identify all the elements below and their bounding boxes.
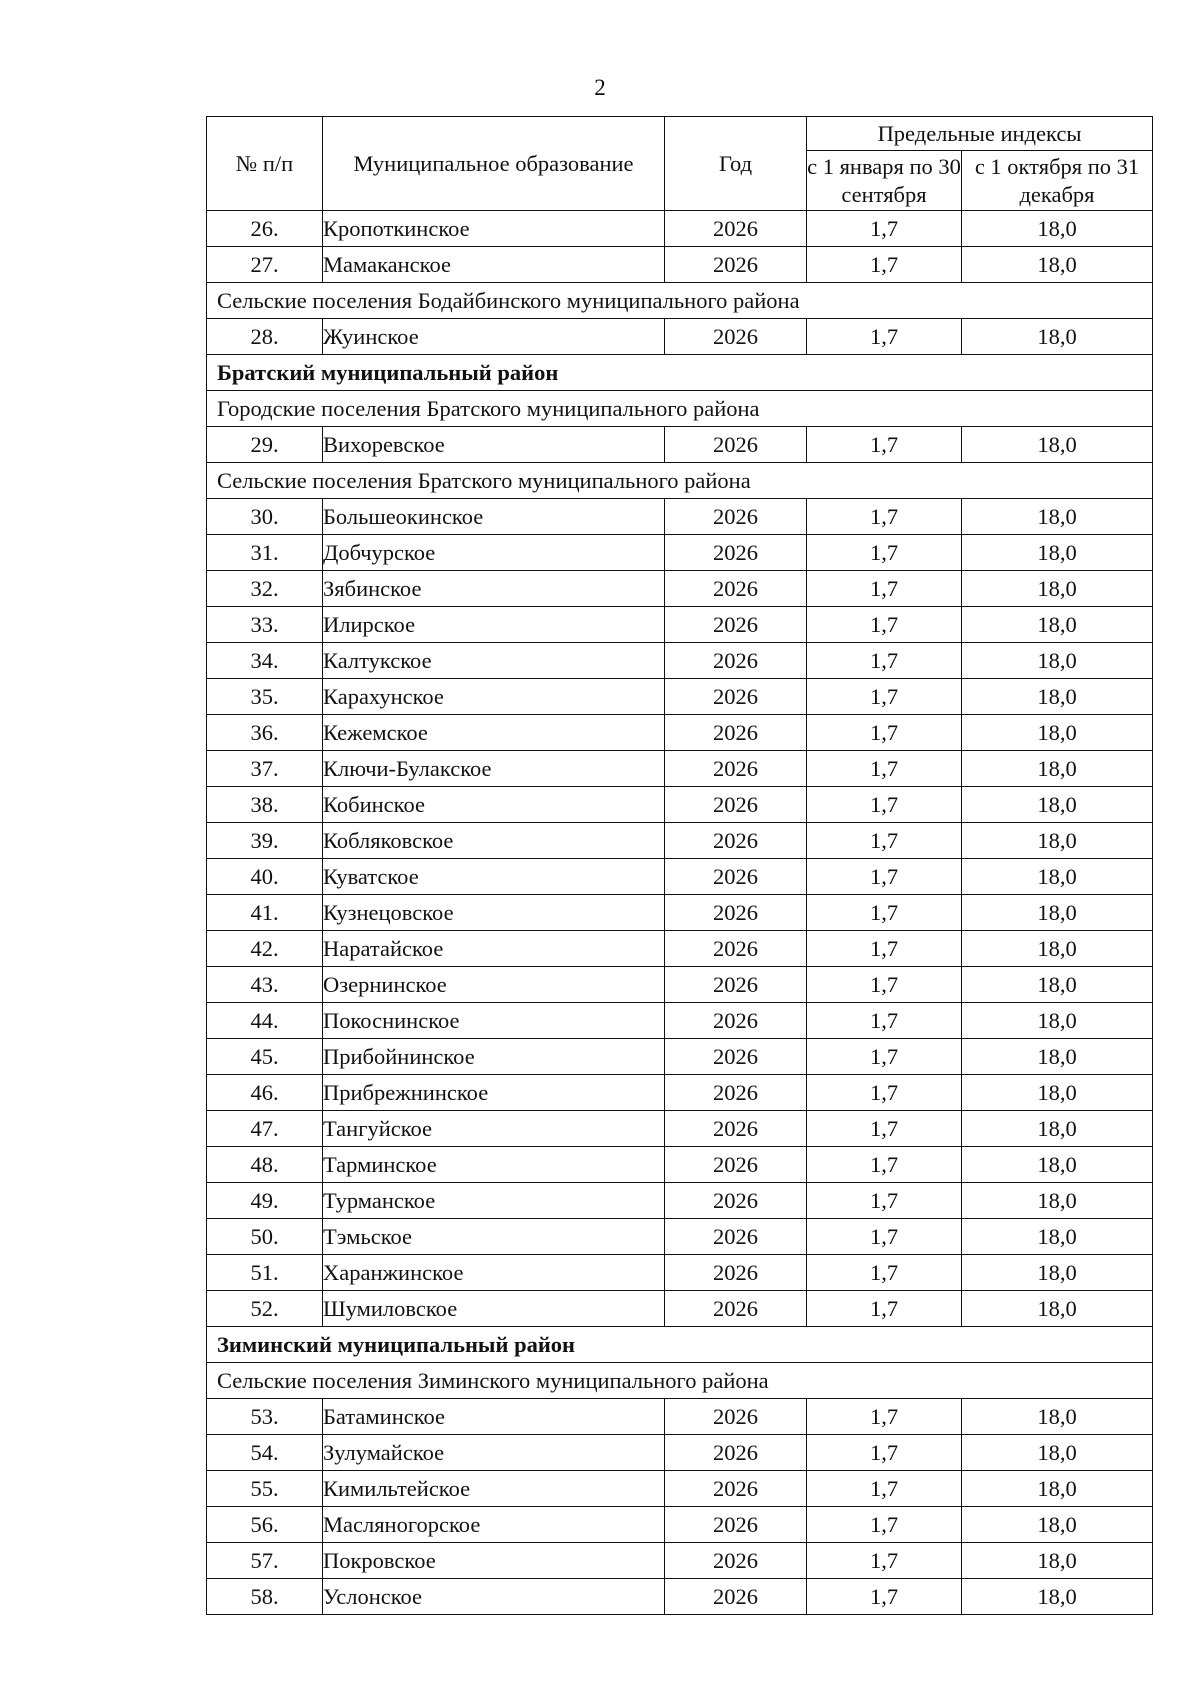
index-jan-sep: 1,7 — [807, 211, 962, 247]
settlement-group-heading: Городские поселения Братского муниципального района — [207, 391, 1153, 427]
year-cell: 2026 — [665, 427, 807, 463]
district-heading: Зиминский муниципальный район — [207, 1327, 1153, 1363]
year-cell: 2026 — [665, 1507, 807, 1543]
table-row — [207, 1255, 1153, 1291]
year-cell: 2026 — [665, 1435, 807, 1471]
municipality-name: Мамаканское — [323, 247, 665, 283]
year-cell: 2026 — [665, 787, 807, 823]
index-jan-sep: 1,7 — [807, 751, 962, 787]
index-oct-dec: 18,0 — [962, 1003, 1153, 1039]
index-oct-dec: 18,0 — [962, 859, 1153, 895]
header-limit-indices: Предельные индексы — [807, 117, 1153, 151]
index-jan-sep: 1,7 — [807, 1291, 962, 1327]
row-number: 43. — [207, 967, 323, 1003]
year-cell: 2026 — [665, 643, 807, 679]
page-number: 2 — [594, 75, 606, 100]
index-oct-dec: 18,0 — [962, 931, 1153, 967]
table-row — [207, 715, 1153, 751]
row-number: 57. — [207, 1543, 323, 1579]
settlement-group-heading: Сельские поселения Бодайбинского муниципального района — [207, 283, 1153, 319]
year-cell: 2026 — [665, 247, 807, 283]
year-cell: 2026 — [665, 1291, 807, 1327]
municipality-name: Харанжинское — [323, 1255, 665, 1291]
district-heading-row — [207, 1327, 1153, 1363]
row-number: 38. — [207, 787, 323, 823]
index-oct-dec: 18,0 — [962, 1291, 1153, 1327]
row-number: 40. — [207, 859, 323, 895]
table-row — [207, 967, 1153, 1003]
municipality-name: Большеокинское — [323, 499, 665, 535]
municipality-name: Прибрежнинское — [323, 1075, 665, 1111]
municipality-name: Добчурское — [323, 535, 665, 571]
index-jan-sep: 1,7 — [807, 859, 962, 895]
index-jan-sep: 1,7 — [807, 607, 962, 643]
index-jan-sep: 1,7 — [807, 1543, 962, 1579]
row-number: 44. — [207, 1003, 323, 1039]
municipality-name: Ключи-Булакское — [323, 751, 665, 787]
index-oct-dec: 18,0 — [962, 679, 1153, 715]
header-municipality: Муниципальное образование — [323, 117, 665, 211]
row-number: 32. — [207, 571, 323, 607]
index-jan-sep: 1,7 — [807, 679, 962, 715]
municipality-name: Прибойнинское — [323, 1039, 665, 1075]
table-row — [207, 1579, 1153, 1615]
table-body — [207, 211, 1153, 1615]
year-cell: 2026 — [665, 607, 807, 643]
table-row — [207, 1219, 1153, 1255]
municipality-name: Покровское — [323, 1543, 665, 1579]
municipality-name: Зябинское — [323, 571, 665, 607]
index-jan-sep: 1,7 — [807, 1255, 962, 1291]
index-oct-dec: 18,0 — [962, 1219, 1153, 1255]
row-number: 48. — [207, 1147, 323, 1183]
index-oct-dec: 18,0 — [962, 1543, 1153, 1579]
index-jan-sep: 1,7 — [807, 1579, 962, 1615]
row-number: 54. — [207, 1435, 323, 1471]
index-jan-sep: 1,7 — [807, 1147, 962, 1183]
table-row — [207, 427, 1153, 463]
index-jan-sep: 1,7 — [807, 1219, 962, 1255]
year-cell: 2026 — [665, 1183, 807, 1219]
table-row — [207, 679, 1153, 715]
row-number: 55. — [207, 1471, 323, 1507]
table-row — [207, 1399, 1153, 1435]
table-row — [207, 1435, 1153, 1471]
settlement-group-row — [207, 463, 1153, 499]
index-jan-sep: 1,7 — [807, 1435, 962, 1471]
limit-index-table — [206, 116, 1153, 1615]
index-jan-sep: 1,7 — [807, 1507, 962, 1543]
year-cell: 2026 — [665, 931, 807, 967]
table-row — [207, 787, 1153, 823]
index-oct-dec: 18,0 — [962, 751, 1153, 787]
municipality-name: Кобляковское — [323, 823, 665, 859]
table-row — [207, 751, 1153, 787]
index-jan-sep: 1,7 — [807, 499, 962, 535]
table-row — [207, 571, 1153, 607]
municipality-name: Услонское — [323, 1579, 665, 1615]
index-oct-dec: 18,0 — [962, 715, 1153, 751]
index-oct-dec: 18,0 — [962, 571, 1153, 607]
year-cell: 2026 — [665, 715, 807, 751]
index-oct-dec: 18,0 — [962, 895, 1153, 931]
year-cell: 2026 — [665, 751, 807, 787]
header-row-top — [207, 117, 1153, 151]
table-row — [207, 895, 1153, 931]
table-row — [207, 643, 1153, 679]
index-oct-dec: 18,0 — [962, 1111, 1153, 1147]
row-number: 49. — [207, 1183, 323, 1219]
municipality-name: Тэмьское — [323, 1219, 665, 1255]
index-jan-sep: 1,7 — [807, 1039, 962, 1075]
index-oct-dec: 18,0 — [962, 319, 1153, 355]
index-oct-dec: 18,0 — [962, 823, 1153, 859]
index-oct-dec: 18,0 — [962, 499, 1153, 535]
index-oct-dec: 18,0 — [962, 247, 1153, 283]
index-oct-dec: 18,0 — [962, 1435, 1153, 1471]
year-cell: 2026 — [665, 211, 807, 247]
municipality-name: Жуинское — [323, 319, 665, 355]
index-oct-dec: 18,0 — [962, 1579, 1153, 1615]
index-jan-sep: 1,7 — [807, 823, 962, 859]
header-num: № п/п — [207, 117, 323, 211]
row-number: 37. — [207, 751, 323, 787]
municipality-name: Покоснинское — [323, 1003, 665, 1039]
index-oct-dec: 18,0 — [962, 1507, 1153, 1543]
row-number: 50. — [207, 1219, 323, 1255]
row-number: 29. — [207, 427, 323, 463]
row-number: 33. — [207, 607, 323, 643]
municipality-name: Вихоревское — [323, 427, 665, 463]
year-cell: 2026 — [665, 319, 807, 355]
table-row — [207, 1183, 1153, 1219]
table-row — [207, 931, 1153, 967]
municipality-name: Озернинское — [323, 967, 665, 1003]
row-number: 41. — [207, 895, 323, 931]
index-oct-dec: 18,0 — [962, 1471, 1153, 1507]
table-row — [207, 319, 1153, 355]
table-row — [207, 823, 1153, 859]
table-row — [207, 1147, 1153, 1183]
index-oct-dec: 18,0 — [962, 1075, 1153, 1111]
index-jan-sep: 1,7 — [807, 1471, 962, 1507]
year-cell: 2026 — [665, 1003, 807, 1039]
index-oct-dec: 18,0 — [962, 535, 1153, 571]
municipality-name: Зулумайское — [323, 1435, 665, 1471]
table-row — [207, 1039, 1153, 1075]
index-jan-sep: 1,7 — [807, 1111, 962, 1147]
index-jan-sep: 1,7 — [807, 643, 962, 679]
municipality-name: Батаминское — [323, 1399, 665, 1435]
row-number: 58. — [207, 1579, 323, 1615]
row-number: 56. — [207, 1507, 323, 1543]
year-cell: 2026 — [665, 1111, 807, 1147]
table-row — [207, 535, 1153, 571]
settlement-group-row — [207, 283, 1153, 319]
index-oct-dec: 18,0 — [962, 787, 1153, 823]
table-row — [207, 1075, 1153, 1111]
municipality-name: Шумиловское — [323, 1291, 665, 1327]
header-period-jan-sep: с 1 января по 30 сентября — [807, 151, 962, 211]
row-number: 28. — [207, 319, 323, 355]
table-row — [207, 859, 1153, 895]
row-number: 26. — [207, 211, 323, 247]
row-number: 27. — [207, 247, 323, 283]
year-cell: 2026 — [665, 535, 807, 571]
index-oct-dec: 18,0 — [962, 1039, 1153, 1075]
index-oct-dec: 18,0 — [962, 607, 1153, 643]
year-cell: 2026 — [665, 1471, 807, 1507]
table-row — [207, 1507, 1153, 1543]
settlement-group-row — [207, 391, 1153, 427]
index-oct-dec: 18,0 — [962, 967, 1153, 1003]
row-number: 47. — [207, 1111, 323, 1147]
table-row — [207, 211, 1153, 247]
index-oct-dec: 18,0 — [962, 643, 1153, 679]
row-number: 53. — [207, 1399, 323, 1435]
table-row — [207, 1003, 1153, 1039]
index-jan-sep: 1,7 — [807, 1399, 962, 1435]
year-cell: 2026 — [665, 1039, 807, 1075]
table-row — [207, 607, 1153, 643]
index-jan-sep: 1,7 — [807, 1075, 962, 1111]
index-jan-sep: 1,7 — [807, 1183, 962, 1219]
index-oct-dec: 18,0 — [962, 427, 1153, 463]
year-cell: 2026 — [665, 1147, 807, 1183]
year-cell: 2026 — [665, 1579, 807, 1615]
index-jan-sep: 1,7 — [807, 787, 962, 823]
row-number: 39. — [207, 823, 323, 859]
municipality-name: Турманское — [323, 1183, 665, 1219]
row-number: 46. — [207, 1075, 323, 1111]
year-cell: 2026 — [665, 679, 807, 715]
year-cell: 2026 — [665, 967, 807, 1003]
index-jan-sep: 1,7 — [807, 1003, 962, 1039]
row-number: 36. — [207, 715, 323, 751]
index-oct-dec: 18,0 — [962, 1183, 1153, 1219]
index-jan-sep: 1,7 — [807, 319, 962, 355]
municipality-name: Масляногорское — [323, 1507, 665, 1543]
row-number: 42. — [207, 931, 323, 967]
municipality-name: Наратайское — [323, 931, 665, 967]
settlement-group-row — [207, 1363, 1153, 1399]
table-row — [207, 1471, 1153, 1507]
district-heading-row — [207, 355, 1153, 391]
index-jan-sep: 1,7 — [807, 931, 962, 967]
year-cell: 2026 — [665, 859, 807, 895]
row-number: 31. — [207, 535, 323, 571]
table-header — [207, 117, 1153, 211]
year-cell: 2026 — [665, 823, 807, 859]
municipality-name: Кобинское — [323, 787, 665, 823]
row-number: 45. — [207, 1039, 323, 1075]
year-cell: 2026 — [665, 571, 807, 607]
year-cell: 2026 — [665, 499, 807, 535]
municipality-name: Куватское — [323, 859, 665, 895]
index-jan-sep: 1,7 — [807, 895, 962, 931]
table-row — [207, 499, 1153, 535]
year-cell: 2026 — [665, 1543, 807, 1579]
year-cell: 2026 — [665, 895, 807, 931]
municipality-name: Карахунское — [323, 679, 665, 715]
municipality-name: Тарминское — [323, 1147, 665, 1183]
index-jan-sep: 1,7 — [807, 967, 962, 1003]
municipality-name: Илирское — [323, 607, 665, 643]
municipality-name: Кропоткинское — [323, 211, 665, 247]
municipality-name: Тангуйское — [323, 1111, 665, 1147]
table-row — [207, 1111, 1153, 1147]
row-number: 30. — [207, 499, 323, 535]
table-row — [207, 1543, 1153, 1579]
index-oct-dec: 18,0 — [962, 211, 1153, 247]
index-jan-sep: 1,7 — [807, 571, 962, 607]
year-cell: 2026 — [665, 1255, 807, 1291]
municipality-name: Кежемское — [323, 715, 665, 751]
table-row — [207, 1291, 1153, 1327]
municipality-name: Кимильтейское — [323, 1471, 665, 1507]
year-cell: 2026 — [665, 1399, 807, 1435]
header-period-oct-dec: с 1 октября по 31 декабря — [962, 151, 1153, 211]
index-jan-sep: 1,7 — [807, 427, 962, 463]
index-oct-dec: 18,0 — [962, 1399, 1153, 1435]
municipality-name: Кузнецовское — [323, 895, 665, 931]
index-jan-sep: 1,7 — [807, 535, 962, 571]
index-jan-sep: 1,7 — [807, 715, 962, 751]
year-cell: 2026 — [665, 1075, 807, 1111]
settlement-group-heading: Сельские поселения Зиминского муниципального района — [207, 1363, 1153, 1399]
district-heading: Братский муниципальный район — [207, 355, 1153, 391]
settlement-group-heading: Сельские поселения Братского муниципального района — [207, 463, 1153, 499]
municipality-name: Калтукское — [323, 643, 665, 679]
row-number: 35. — [207, 679, 323, 715]
year-cell: 2026 — [665, 1219, 807, 1255]
table-row — [207, 247, 1153, 283]
header-year: Год — [665, 117, 807, 211]
row-number: 51. — [207, 1255, 323, 1291]
row-number: 52. — [207, 1291, 323, 1327]
row-number: 34. — [207, 643, 323, 679]
index-oct-dec: 18,0 — [962, 1147, 1153, 1183]
index-jan-sep: 1,7 — [807, 247, 962, 283]
index-oct-dec: 18,0 — [962, 1255, 1153, 1291]
